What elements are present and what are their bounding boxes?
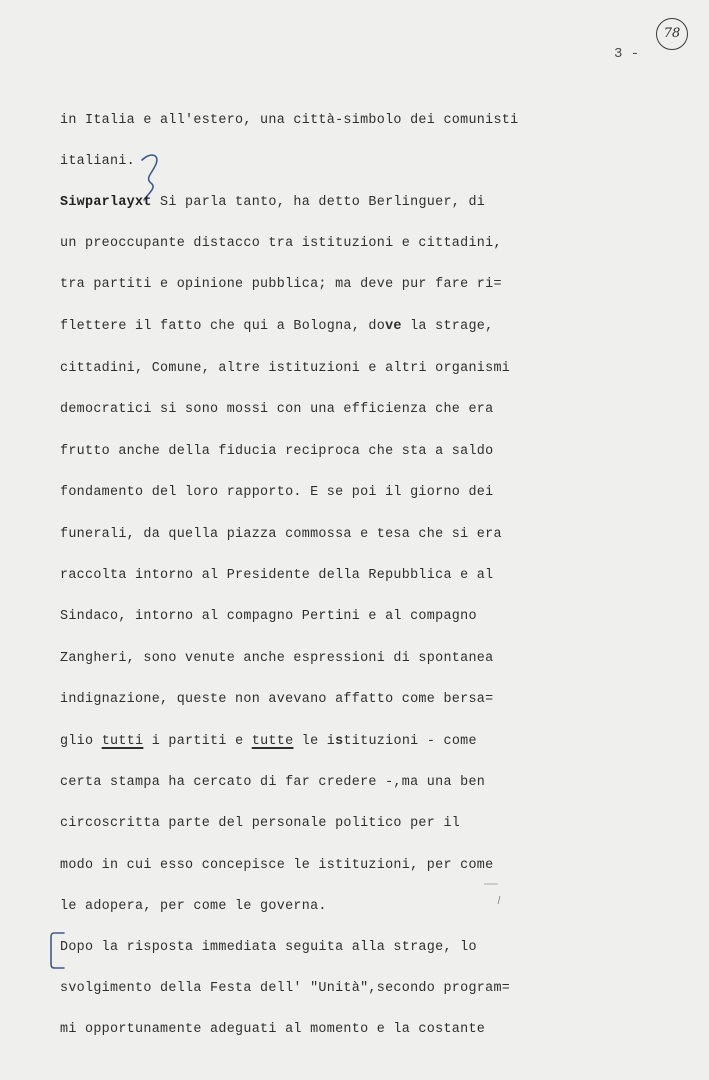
text-line-05: tra partiti e opinione pubblica; ma deve pur fare ri= bbox=[60, 277, 502, 292]
underlined-text: tutti bbox=[101, 734, 144, 749]
text-segment: Si parla tanto, ha detto Berlinguer, di bbox=[151, 195, 486, 210]
text-segment: , altre istituzioni e altri organismi bbox=[201, 361, 511, 376]
text-segment: i partiti e bbox=[143, 734, 252, 749]
struck-text: Siwparlayxt bbox=[60, 195, 152, 210]
text-line-07 bbox=[60, 361, 510, 377]
text-line-03 bbox=[60, 195, 485, 211]
overtyped-text: ve bbox=[385, 319, 402, 334]
text-segment: la strage, bbox=[401, 319, 494, 334]
text-line-21: Dopo la risposta immediata seguita alla strage, lo bbox=[60, 940, 477, 955]
text-line-14: Zangheri, sono venute anche espressioni di spontanea bbox=[60, 651, 494, 666]
text-segment: le i bbox=[293, 734, 336, 749]
archive-stamp: 78 bbox=[656, 18, 688, 50]
text-line-22: svolgimento della Festa dell' "Unità",secondo program= bbox=[60, 981, 511, 996]
text-segment: glio bbox=[60, 734, 102, 749]
text-segment: flettere il fatto che qui a Bologna, do bbox=[60, 319, 386, 334]
text-line-06 bbox=[60, 319, 493, 335]
text-segment: tituzioni - come bbox=[343, 734, 477, 749]
text-line-17: certa stampa ha cercato di far credere -,ma una ben bbox=[60, 775, 486, 790]
overtyped-text: Comune bbox=[151, 361, 202, 376]
text-line-19: modo in cui esso concepisce le istituzioni, per come bbox=[60, 858, 494, 873]
text-line-11: funerali, da quella piazza commossa e tesa che si era bbox=[60, 527, 502, 542]
text-line-02: italiani. bbox=[60, 154, 136, 169]
text-line-18: circoscritta parte del personale politico per il bbox=[60, 816, 461, 831]
underlined-text: tutte bbox=[251, 734, 294, 749]
text-line-08: democratici si sono mossi con una efficienza che era bbox=[60, 402, 494, 417]
overtyped-text: s bbox=[335, 734, 344, 749]
text-line-20: le adopera, per come le governa. bbox=[60, 899, 327, 914]
text-line-01: in Italia e all'estero, una città-simbolo dei comunisti bbox=[60, 113, 519, 128]
text-segment: cittadini, bbox=[60, 361, 152, 376]
text-line-10: fondamento del loro rapporto. E se poi il giorno dei bbox=[60, 485, 494, 500]
text-line-15: indignazione, queste non avevano affatto come bersa= bbox=[60, 692, 494, 707]
text-line-12: raccolta intorno al Presidente della Repubblica e al bbox=[60, 568, 494, 583]
text-line-16 bbox=[60, 734, 477, 750]
pen-mark-icon bbox=[478, 880, 508, 910]
text-line-13: Sindaco, intorno al compagno Pertini e al compagno bbox=[60, 609, 477, 624]
text-line-09: frutto anche della fiducia reciproca che sta a saldo bbox=[60, 444, 494, 459]
text-line-04: un preoccupante distacco tra istituzioni e cittadini, bbox=[60, 236, 502, 251]
text-line-23: mi opportunamente adeguati al momento e la costante bbox=[60, 1022, 486, 1037]
page-number: 3 - bbox=[614, 46, 640, 62]
